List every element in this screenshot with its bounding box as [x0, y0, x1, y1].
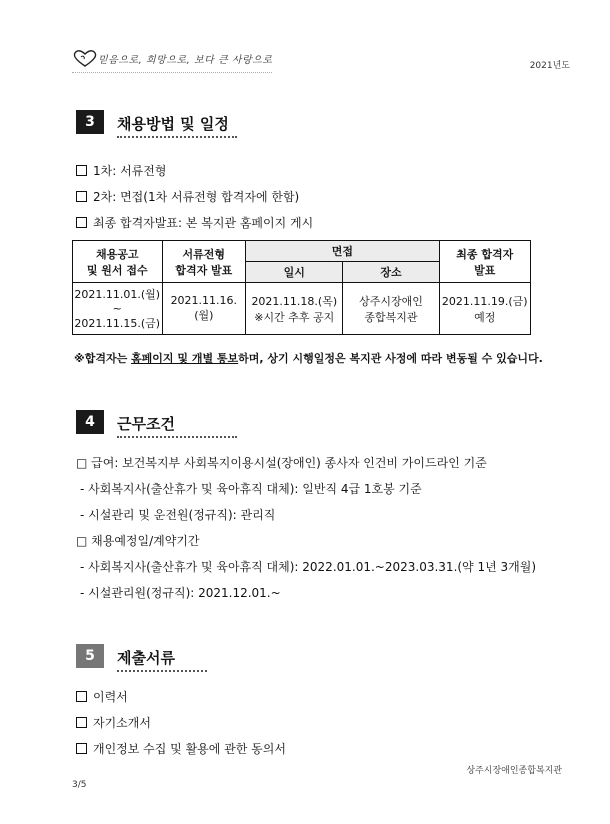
- heart-logo-icon: [72, 48, 98, 68]
- section-3-item: 1차: 서류전형: [76, 162, 166, 179]
- section-5-underline: [117, 670, 207, 672]
- page-number: 3/5: [72, 780, 87, 790]
- header-doc-result: 서류전형 합격자 발표: [162, 241, 246, 283]
- section-3-item: 최종 합격자발표: 본 복지관 홈페이지 게시: [76, 214, 313, 231]
- checkbox-icon: [76, 165, 87, 176]
- cell-interview-date: 2021.11.18.(목) ※시간 추후 공지: [246, 283, 343, 335]
- section-3-title: 채용방법 및 일정: [117, 115, 229, 133]
- cell-doc-result: 2021.11.16.(월): [162, 283, 246, 335]
- checkbox-icon: [76, 743, 87, 754]
- section-3-number: 3: [76, 110, 104, 134]
- header-interview: 면접: [246, 241, 439, 262]
- work-condition-line: - 시설관리원(정규직): 2021.12.01.~: [80, 586, 281, 600]
- work-condition-line: - 사회복지사(출산휴가 및 육아휴직 대체): 2022.01.01.~2023.03.31.(약 1년 3개월): [80, 560, 537, 574]
- footer-org: 상주시장애인종합복지관: [466, 766, 562, 776]
- schedule-note: ※합격자는 홈페이지 및 개별 통보하며, 상기 시행일정은 복지관 사정에 따라 변동될 수 있습니다.: [74, 352, 543, 365]
- document-item: 자기소개서: [76, 714, 151, 731]
- document-item: 이력서: [76, 688, 128, 705]
- section-3-underline: [117, 136, 237, 138]
- section-4-number: 4: [76, 410, 104, 434]
- checkbox-icon: [76, 691, 87, 702]
- header-divider: [72, 72, 272, 73]
- checkbox-icon: [76, 717, 87, 728]
- header-year: 2021년도: [529, 61, 570, 71]
- cell-final-date: 2021.11.19.(금) 예정: [439, 283, 530, 335]
- cell-posting-period: 2021.11.01.(월) ~ 2021.11.15.(금): [73, 283, 163, 335]
- section-5-title: 제출서류: [117, 649, 175, 667]
- work-condition-line: □ 채용예정일/계약기간: [76, 534, 200, 548]
- work-condition-line: □ 급여: 보건복지부 사회복지이용시설(장애인) 종사자 인건비 가이드라인 기준: [76, 456, 487, 470]
- section-3-item: 2차: 면접(1차 서류전형 합격자에 한함): [76, 188, 299, 205]
- section-4-underline: [117, 436, 237, 438]
- section-5-number: 5: [76, 644, 104, 668]
- schedule-table: [72, 240, 531, 335]
- header-posting: 채용공고 및 원서 접수: [73, 241, 163, 283]
- checkbox-icon: [76, 217, 87, 228]
- cell-interview-place: 상주시장애인 종합복지관: [343, 283, 439, 335]
- work-condition-line: - 시설관리 및 운전원(정규직): 관리직: [80, 508, 276, 522]
- header-final: 최종 합격자 발표: [439, 241, 530, 283]
- checkbox-icon: [76, 191, 87, 202]
- header-interview-place: 장소: [343, 262, 439, 283]
- document-item: 개인정보 수집 및 활용에 관한 동의서: [76, 740, 286, 757]
- work-condition-line: - 사회복지사(출산휴가 및 육아휴직 대체): 일반직 4급 1호봉 기준: [80, 482, 422, 496]
- section-4-title: 근무조건: [117, 415, 175, 433]
- header-slogan: 믿음으로, 희망으로, 보다 큰 사랑으로: [98, 55, 273, 66]
- header-interview-date: 일시: [246, 262, 343, 283]
